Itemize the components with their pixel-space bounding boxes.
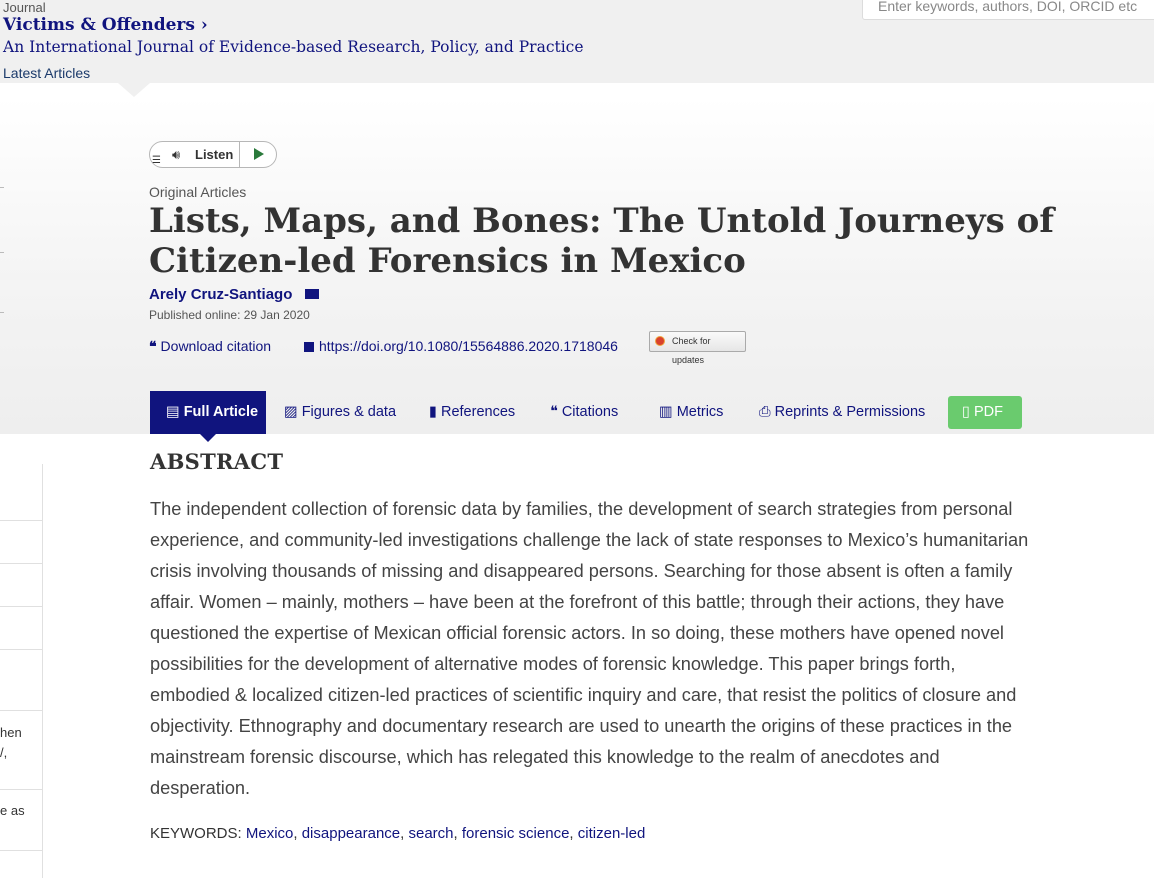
- author-link[interactable]: Arely Cruz-Santiago: [149, 286, 293, 303]
- pdf-button[interactable]: ▯ PDF: [948, 396, 1022, 429]
- crossmark-icon: [655, 336, 665, 346]
- sidebar-text-fragment[interactable]: /,: [0, 745, 8, 760]
- tab-reprints-permissions[interactable]: ⎙ Reprints & Permissions: [759, 404, 926, 420]
- article-sidebar: [0, 464, 43, 878]
- quote-icon: ❝: [149, 339, 157, 355]
- check-updates-button[interactable]: Check for updates: [649, 331, 746, 352]
- download-citation-link[interactable]: ❝ Download citation: [149, 338, 272, 355]
- listen-label[interactable]: Listen: [195, 147, 234, 162]
- pdf-icon: ▯: [962, 404, 970, 420]
- listen-divider: [239, 142, 240, 167]
- journal-banner: [0, 0, 1154, 83]
- document-icon: ▤: [166, 404, 180, 420]
- tab-citations[interactable]: ❝ Citations: [550, 404, 619, 420]
- search-input[interactable]: Enter keywords, authors, DOI, ORCID etc: [862, 0, 1154, 20]
- page-title: Lists, Maps, and Bones: The Untold Journeys of Citizen-led Forensics in Mexico: [149, 201, 1054, 281]
- keyword-link[interactable]: Mexico: [245, 825, 294, 842]
- sidebar-tick: [0, 252, 4, 253]
- published-date: Published online: 29 Jan 2020: [149, 308, 310, 322]
- sidebar-divider: [0, 649, 42, 650]
- doi-link[interactable]: https://doi.org/10.1080/15564886.2020.1718046: [304, 338, 618, 354]
- journal-name-link[interactable]: Victims & Offenders ›: [3, 15, 208, 35]
- sidebar-divider: [0, 850, 42, 851]
- sidebar-text-fragment[interactable]: e as: [0, 803, 25, 818]
- keywords-row: KEYWORDS: Mexico, disappearance, search, forensic science, citizen-led: [150, 825, 646, 842]
- tab-full-article[interactable]: ▤ Full Article: [150, 391, 266, 434]
- author-row: [149, 286, 319, 303]
- latest-articles-link[interactable]: Latest Articles: [3, 65, 91, 81]
- journal-label: Journal: [3, 0, 46, 15]
- menu-icon[interactable]: ☰: [152, 155, 161, 166]
- sidebar-divider: [0, 789, 42, 790]
- book-icon: ▮: [429, 404, 437, 420]
- sidebar-tick: [0, 312, 4, 313]
- bar-chart-icon: ▥: [659, 404, 673, 420]
- chevron-right-icon: ›: [200, 15, 208, 35]
- sidebar-divider: [0, 606, 42, 607]
- journal-subtitle-link[interactable]: An International Journal of Evidence-based Research, Policy, and Practice: [3, 38, 584, 56]
- sidebar-text-fragment[interactable]: hen: [0, 725, 22, 740]
- tab-metrics[interactable]: ▥ Metrics: [659, 404, 724, 420]
- sidebar-divider: [0, 563, 42, 564]
- print-icon: ⎙: [759, 404, 771, 420]
- quote-icon: ❝: [550, 404, 558, 420]
- speaker-icon: 🔊︎: [172, 147, 181, 162]
- sidebar-tick: [0, 187, 4, 188]
- envelope-icon[interactable]: [305, 289, 319, 299]
- tab-figures-data[interactable]: ▨ Figures & data: [284, 404, 397, 420]
- article-type: Original Articles: [149, 184, 247, 200]
- keyword-link[interactable]: disappearance: [301, 825, 401, 842]
- keywords-label: KEYWORDS:: [150, 825, 242, 842]
- keyword-link[interactable]: citizen-led: [577, 825, 646, 842]
- external-link-icon: [304, 342, 314, 352]
- sidebar-divider: [0, 710, 42, 711]
- keyword-link[interactable]: forensic science: [461, 825, 570, 842]
- abstract-heading: ABSTRACT: [150, 449, 284, 474]
- tab-references[interactable]: ▮ References: [429, 404, 516, 420]
- keyword-link[interactable]: search: [408, 825, 454, 842]
- abstract-text: The independent collection of forensic data by families, the development of search strategies from personal experience, and community-led investigations challenge the lack of state responses to Mexico’s humanitarian crisis involving thousands of missing and disappeared persons. Searching for those absent is often a family affair. Women – mainly, mothers – have been at the forefront of this battle; through their actions, they have questioned the expertise of Mexican official forensic actors. In so doing, these mothers have opened novel possibilities for the development of alternative modes of forensic knowledge. This paper brings forth, embodied & localized citizen-led practices of scientific inquiry and care, that resist the politics of closure and objectivity. Ethnography and documentary research are used to unearth the origins of these practices in the mainstream forensic discourse, which has relegated this knowledge to the realm of anecdotes and desperation.: [150, 499, 1029, 798]
- banner-notch: [118, 83, 150, 97]
- play-icon[interactable]: [254, 148, 264, 160]
- image-icon: ▨: [284, 404, 298, 420]
- listen-widget[interactable]: [149, 141, 277, 168]
- sidebar-divider: [0, 520, 42, 521]
